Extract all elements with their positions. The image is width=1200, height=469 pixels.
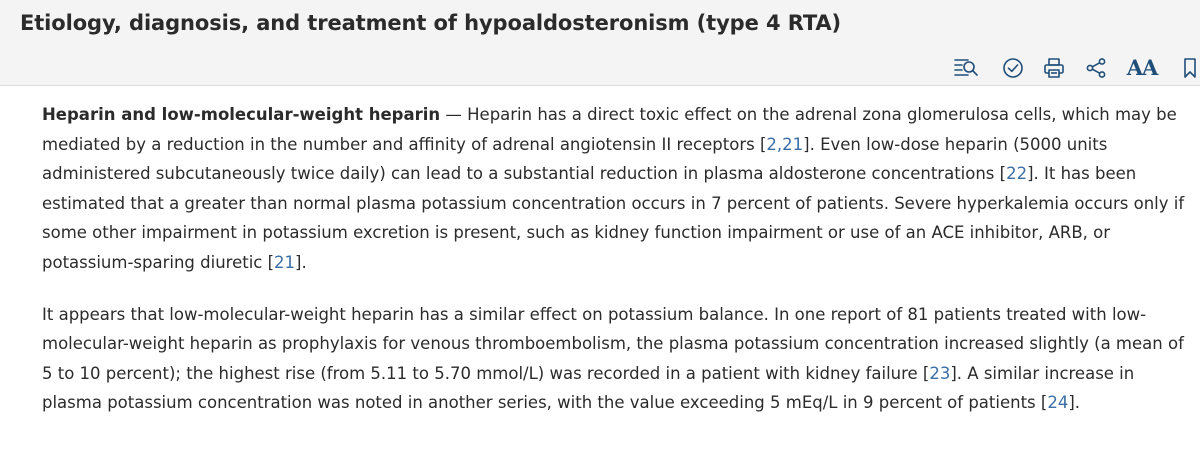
reference-link[interactable]: 22 [1006, 164, 1028, 184]
print-button[interactable] [1041, 55, 1067, 81]
paragraph-text: — Heparin has a direct toxic effect on the adrenal zona glomerulosa cells, which may be mediated by a reduction in the number and affinity of adrenal angiotensin II receptors [ [42, 105, 1177, 154]
print-icon [1043, 57, 1065, 79]
paragraph-text: ]. [295, 252, 307, 272]
reference-link[interactable]: 21 [274, 252, 296, 272]
reference-link[interactable]: 23 [929, 363, 951, 383]
share-icon [1085, 57, 1107, 79]
reference-link[interactable]: 24 [1047, 393, 1069, 413]
paragraph-text: ]. It has been estimated that a greater than normal plasma potassium concentration occurs in 7 percent of patients. Severe hyperkalemia occurs only if some other impairment in potassium excretion is present, such as kidney function impairment or use of an ACE inhibitor, ARB, or potassium-sparing diuretic [ [42, 164, 1185, 272]
paragraph-text: It appears that low-molecular-weight heparin has a similar effect on potassium balance. In one report of 81 patients treated with low-molecular-weight heparin as prophylaxis for venous thromboembolism, the plasma potassium concentration increased slightly (a mean of 5 to 10 percent); the highest rise (from 5.11 to 5.70 mmol/L) was recorded in a patient with kidney failure [ [42, 304, 1184, 383]
topic-body [42, 100, 1187, 440]
font-size-icon: AA [1126, 55, 1158, 80]
find-in-topic-button[interactable] [954, 55, 980, 81]
checkmark-circle-icon [1002, 57, 1024, 79]
paragraph-text: ]. A similar increase in plasma potassium concentration was noted in another series, with the value exceeding 5 mEq/L in 9 percent of patients [ [42, 363, 1135, 413]
font-size-button[interactable] [1125, 55, 1159, 81]
paragraph-lmwh [42, 300, 1187, 418]
bookmark-icon [1182, 57, 1198, 79]
share-button[interactable] [1083, 55, 1109, 81]
find-in-page-icon [954, 57, 980, 79]
page-title: Etiology, diagnosis, and treatment of hypoaldosteronism (type 4 RTA) [20, 11, 842, 35]
paragraph-text: ]. Even low-dose heparin (5000 units administered subcutaneously twice daily) can lead to a substantial reduction in plasma aldosterone concentrations [ [42, 134, 1108, 184]
topic-toolbar [0, 55, 1200, 81]
paragraph-heading: Heparin and low-molecular-weight heparin [42, 105, 441, 124]
reference-link[interactable]: 2,21 [766, 134, 804, 154]
mark-reviewed-button[interactable] [1000, 55, 1026, 81]
topic-header [0, 0, 1200, 86]
paragraph-heparin [42, 100, 1187, 278]
paragraph-text: ]. [1068, 393, 1081, 413]
bookmark-button[interactable] [1180, 55, 1200, 81]
